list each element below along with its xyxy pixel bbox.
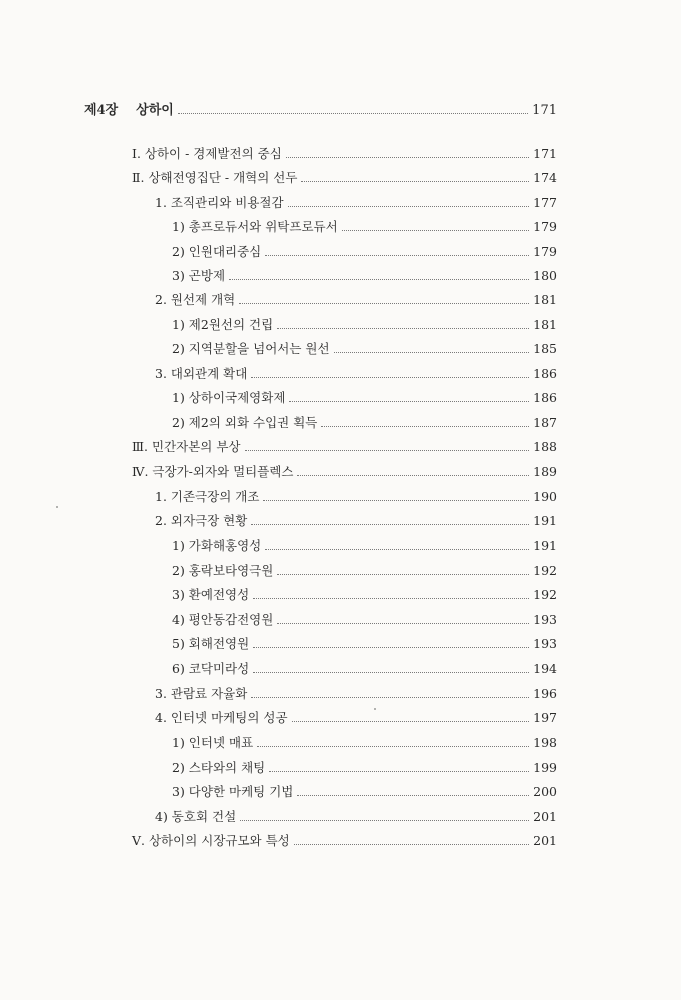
toc-entry xyxy=(155,290,557,310)
page-number: 194 xyxy=(533,661,557,676)
entry-label: 4) 동호회 건설 xyxy=(155,809,237,824)
toc-entry xyxy=(172,758,557,778)
page-number: 199 xyxy=(533,760,557,775)
toc-entry xyxy=(172,634,557,654)
page-number: 171 xyxy=(532,103,557,118)
entry-label: 2. 원선제 개혁 xyxy=(155,292,236,307)
leader-dots xyxy=(245,450,530,451)
page-number: 190 xyxy=(533,489,557,504)
leader-dots xyxy=(269,771,529,772)
entry-label: 4. 인터넷 마케팅의 성공 xyxy=(155,710,288,725)
leader-dots xyxy=(240,820,529,821)
leader-dots xyxy=(265,255,529,256)
page-number: 201 xyxy=(533,809,557,824)
toc-entry xyxy=(155,364,557,384)
toc-entry xyxy=(172,733,557,753)
leader-dots xyxy=(297,795,529,796)
page-number: 197 xyxy=(533,710,557,725)
entry-label: 3) 곤방제 xyxy=(172,268,226,283)
toc-entry xyxy=(155,511,557,531)
toc-entry xyxy=(172,413,557,433)
toc-entry xyxy=(172,561,557,581)
toc-entry xyxy=(155,487,557,507)
entry-label: 5) 회해전영원 xyxy=(172,636,250,651)
page-number: 179 xyxy=(533,244,557,259)
entry-label: 1) 총프로듀서와 위탁프로듀서 xyxy=(172,219,338,234)
leader-dots xyxy=(321,426,529,427)
entry-label: Ⅱ. 상해전영집단 - 개혁의 선두 xyxy=(132,170,298,185)
page-number: 174 xyxy=(533,170,557,185)
page-number: 193 xyxy=(533,612,557,627)
leader-dots xyxy=(277,623,529,624)
toc-entry xyxy=(155,708,557,728)
page-number: 191 xyxy=(533,513,557,528)
leader-dots xyxy=(178,113,528,114)
page-number: 177 xyxy=(533,195,557,210)
toc-entry xyxy=(132,168,557,188)
page-number: 200 xyxy=(533,784,557,799)
entry-label: 3. 관람료 자율화 xyxy=(155,686,248,701)
toc-entry xyxy=(132,144,557,164)
entry-label: 2) 홍락보타영극원 xyxy=(172,563,274,578)
toc-entry xyxy=(172,659,557,679)
entry-label: 1) 상하이국제영화제 xyxy=(172,390,286,405)
entry-label: 1. 조직관리와 비용절감 xyxy=(155,195,284,210)
leader-dots xyxy=(294,844,529,845)
leader-dots xyxy=(277,328,529,329)
leader-dots xyxy=(239,303,529,304)
page-number: 171 xyxy=(533,146,557,161)
entry-label: 1) 제2원선의 건립 xyxy=(172,317,274,332)
page-number: 196 xyxy=(533,686,557,701)
toc-entry xyxy=(132,831,557,851)
leader-dots xyxy=(277,574,529,575)
page-number: 186 xyxy=(533,366,557,381)
scan-speck xyxy=(56,506,58,508)
page-number: 187 xyxy=(533,415,557,430)
leader-dots xyxy=(292,721,530,722)
leader-dots xyxy=(289,401,529,402)
page-number: 188 xyxy=(533,439,557,454)
entry-label: 3) 환예전영성 xyxy=(172,587,250,602)
toc-chapter-heading xyxy=(84,101,178,121)
entry-label: 3. 대외관계 확대 xyxy=(155,366,248,381)
page-number: 193 xyxy=(533,636,557,651)
toc-entry xyxy=(172,536,557,556)
entry-label: 4) 평안동감전영원 xyxy=(172,612,274,627)
toc-entry xyxy=(132,437,557,457)
toc-entry xyxy=(155,684,557,704)
toc-entry xyxy=(172,266,557,286)
toc-entry xyxy=(155,807,557,827)
page-number: 201 xyxy=(533,833,557,848)
entry-label: Ⅰ. 상하이 - 경제발전의 중심 xyxy=(132,146,282,161)
scan-speck xyxy=(374,708,376,710)
toc-entry xyxy=(172,585,557,605)
page-number: 192 xyxy=(533,563,557,578)
leader-dots xyxy=(263,500,529,501)
leader-dots xyxy=(342,230,529,231)
page-number: 185 xyxy=(533,341,557,356)
toc-chapter-row xyxy=(84,101,557,121)
leader-dots xyxy=(297,475,529,476)
page-number: 179 xyxy=(533,219,557,234)
entry-label: 2) 인원대리중심 xyxy=(172,244,262,259)
leader-dots xyxy=(253,598,529,599)
entry-label: Ⅳ. 극장가-외자와 멀티플렉스 xyxy=(132,464,294,479)
leader-dots xyxy=(253,647,529,648)
leader-dots xyxy=(251,697,529,698)
toc-entry xyxy=(172,315,557,335)
leader-dots xyxy=(251,524,529,525)
leader-dots xyxy=(288,206,530,207)
leader-dots xyxy=(301,181,529,182)
leader-dots xyxy=(229,279,529,280)
page-number: 181 xyxy=(533,317,557,332)
leader-dots xyxy=(334,352,530,353)
entry-label: Ⅲ. 민간자본의 부상 xyxy=(132,439,241,454)
toc-entry xyxy=(172,388,557,408)
chapter-title: 상하이 xyxy=(136,103,174,118)
page-number: 192 xyxy=(533,587,557,602)
toc-entry xyxy=(172,242,557,262)
toc-entry xyxy=(172,610,557,630)
page-number: 191 xyxy=(533,538,557,553)
entry-label: 1. 기존극장의 개조 xyxy=(155,489,260,504)
leader-dots xyxy=(251,377,529,378)
leader-dots xyxy=(286,157,529,158)
entry-label: 2. 외자극장 현황 xyxy=(155,513,248,528)
entry-label: Ⅴ. 상하이의 시장규모와 특성 xyxy=(132,833,290,848)
page-number: 186 xyxy=(533,390,557,405)
entry-label: 1) 인터넷 매표 xyxy=(172,735,254,750)
leader-dots xyxy=(257,746,529,747)
leader-dots xyxy=(265,549,529,550)
toc-entry xyxy=(132,462,557,482)
toc-entry xyxy=(172,339,557,359)
entry-label: 6) 코닥미라성 xyxy=(172,661,250,676)
entry-label: 2) 지역분할을 넘어서는 원선 xyxy=(172,341,330,356)
page-number: 181 xyxy=(533,292,557,307)
page-number: 198 xyxy=(533,735,557,750)
toc-entry xyxy=(172,782,557,802)
entry-label: 3) 다양한 마케팅 기법 xyxy=(172,784,294,799)
toc-entry xyxy=(155,193,557,213)
leader-dots xyxy=(253,672,529,673)
entry-label: 1) 가화해홍영성 xyxy=(172,538,262,553)
page-number: 189 xyxy=(533,464,557,479)
chapter-number: 제4장 xyxy=(84,103,119,118)
toc-entry xyxy=(172,217,557,237)
entry-label: 2) 제2의 외화 수입권 획득 xyxy=(172,415,318,430)
entry-label: 2) 스타와의 채팅 xyxy=(172,760,266,775)
page-number: 180 xyxy=(533,268,557,283)
